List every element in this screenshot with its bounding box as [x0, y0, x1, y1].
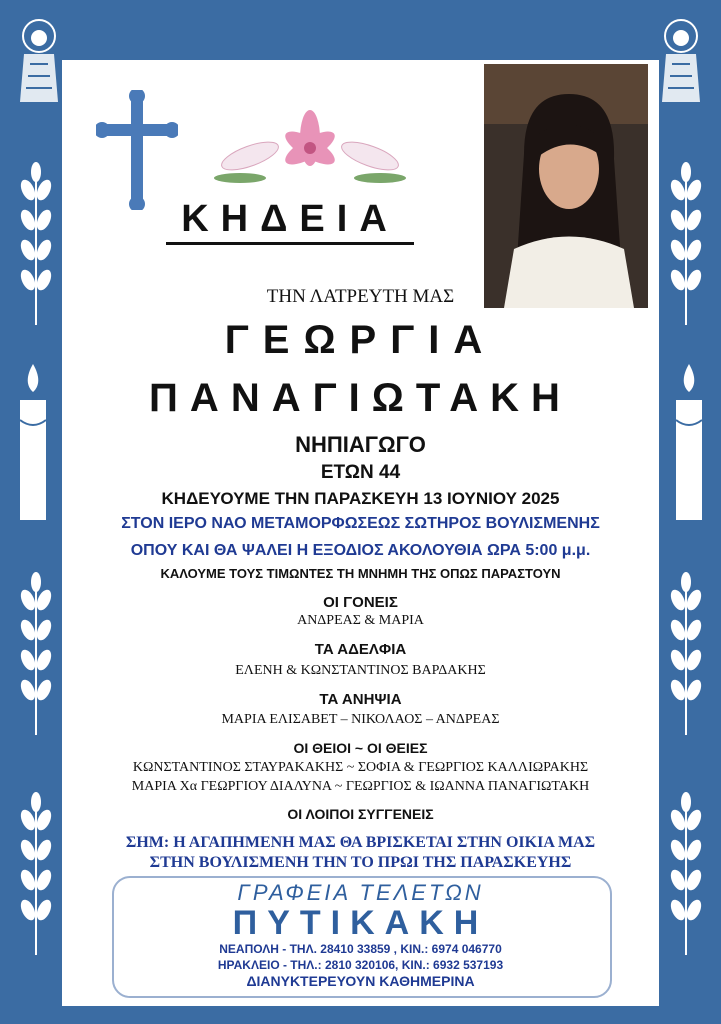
saint-icon-left [12, 14, 66, 104]
siblings-heading: ΤΑ ΑΔΕΛΦΙΑ [314, 641, 407, 658]
nephews-heading: ΤΑ ΑΝΗΨΙΑ [319, 691, 402, 708]
funeral-home-contact-1: ΝΕΑΠΟΛΗ - ΤΗΛ. 28410 33859 , ΚΙΝ.: 6974 046770 [219, 942, 502, 956]
wheat-icon-right-top [666, 160, 706, 330]
age: ΕΤΩΝ 44 [320, 462, 401, 483]
wheat-icon-right-mid [666, 570, 706, 740]
saint-icon-right [654, 14, 708, 104]
parents-heading: ΟΙ ΓΟΝΕΙΣ [323, 594, 398, 611]
title-underline [166, 242, 414, 245]
candle-icon-right [666, 360, 712, 530]
deceased-photo [484, 64, 648, 308]
funeral-home-contact-2: ΗΡΑΚΛΕΙΟ - ΤΗΛ.: 2810 320106, ΚΙΝ.: 6932 537193 [217, 958, 504, 972]
note-line-2: ΣΤΗΝ ΒΟΥΛΙΣΜΕΝΗ ΤΗΝ ΤΟ ΠΡΩΙ ΤΗΣ ΠΑΡΑΣΚΕΥΗΣ [149, 854, 572, 871]
service-time: ΟΠΟΥ ΚΑΙ ΘΑ ΨΑΛΕΙ Η ΕΞΟΔΙΟΣ ΑΚΟΛΟΥΘΙΑ ΩΡΑ 5:00 μ.μ. [130, 542, 591, 559]
wheat-icon-left-bottom [16, 790, 56, 960]
funeral-date: ΚΗΔΕΥΟΥΜΕ ΤΗΝ ΠΑΡΑΣΚΕΥΗ 13 ΙΟΥΝΙΟΥ 2025 [161, 489, 560, 508]
profession: ΝΗΠΙΑΓΩΓΟ [295, 432, 426, 457]
funeral-home-subtitle: ΓΡΑΦΕΙΑ ΤΕΛΕΤΩΝ [237, 880, 484, 905]
first-name: ΓΕΩΡΓΙΑ [224, 318, 497, 362]
uncles-line-1: ΚΩΝΣΤΑΝΤΙΝΟΣ ΣΤΑΥΡΑΚΑΚΗΣ ~ ΣΟΦΙΑ & ΓΕΩΡΓΙΟΣ ΚΑΛΛΙΩΡΑΚΗΣ [132, 760, 589, 775]
portrait-image [484, 64, 648, 308]
siblings-names: ΕΛΕΝΗ & ΚΩΝΣΤΑΝΤΙΝΟΣ ΒΑΡΔΑΚΗΣ [235, 663, 486, 678]
candle-icon-left [10, 360, 56, 530]
uncles-line-2: ΜΑΡΙΑ Χα ΓΕΩΡΓΙΟΥ ΔΙΑΛΥΝΑ ~ ΓΕΩΡΓΙΟΣ & ΙΩΑΝΝΑ ΠΑΝΑΓΙΩΤΑΚΗ [131, 779, 590, 794]
nephews-names: ΜΑΡΙΑ ΕΛΙΣΑΒΕΤ – ΝΙΚΟΛΑΟΣ – ΑΝΔΡΕΑΣ [221, 712, 500, 727]
uncles-heading: ΟΙ ΘΕΙΟΙ ~ ΟΙ ΘΕΙΕΣ [293, 740, 428, 756]
funeral-home-name: ΠΥΤΙΚΑΚΗ [232, 904, 489, 942]
lily-flowers-icon [210, 108, 410, 192]
invitation-text: ΚΑΛΟΥΜΕ ΤΟΥΣ ΤΙΜΩΝΤΕΣ ΤΗ ΜΝΗΜΗ ΤΗΣ ΟΠΩΣ ΠΑΡΑΣΤΟΥΝ [160, 566, 561, 581]
intro-text: ΤΗΝ ΛΑΤΡΕΥΤΗ ΜΑΣ [266, 286, 455, 307]
church-name: ΣΤΟΝ ΙΕΡΟ ΝΑΟ ΜΕΤΑΜΟΡΦΩΣΕΩΣ ΣΩΤΗΡΟΣ ΒΟΥΛΙΣΜΕΝΗΣ [121, 515, 600, 532]
note-line-1: ΣΗΜ: Η ΑΓΑΠΗΜΕΝΗ ΜΑΣ ΘΑ ΒΡΙΣΚΕΤΑΙ ΣΤΗΝ ΟΙΚΙΑ ΜΑΣ [125, 834, 596, 851]
wheat-icon-left-mid [16, 570, 56, 740]
wheat-icon-left-top [16, 160, 56, 330]
wheat-icon-right-bottom [666, 790, 706, 960]
funeral-home-hours: ΔΙΑΝΥΚΤΕΡΕΥΟΥΝ ΚΑΘΗΜΕΡΙΝΑ [246, 973, 475, 989]
notice-title: ΚΗΔΕΙΑ [181, 198, 399, 240]
other-relatives: ΟΙ ΛΟΙΠΟΙ ΣΥΓΓΕΝΕΙΣ [287, 806, 434, 822]
last-name: ΠΑΝΑΓΙΩΤΑΚΗ [149, 376, 572, 420]
cross-icon [96, 90, 178, 210]
parents-names: ΑΝΔΡΕΑΣ & ΜΑΡΙΑ [297, 613, 424, 628]
